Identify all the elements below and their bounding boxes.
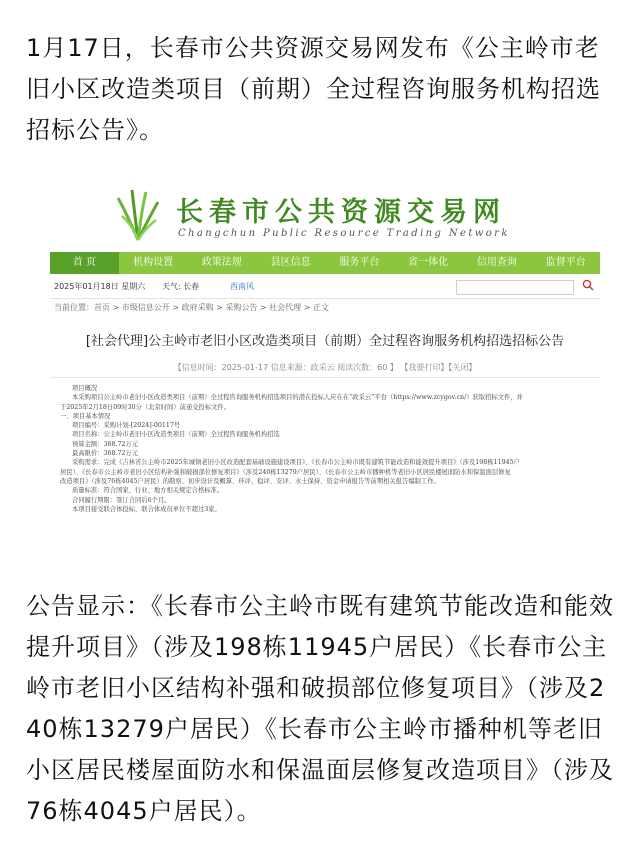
article-notice: 公告显示：《长春市公主岭市既有建筑节能改造和能效提升项目》（涉及198栋11945户居民）《长春市公主岭市老旧小区结构补强和破损部位修复项目》（涉及240栋13279户居民）《长春市公主岭市播种机等老旧小区居民楼屋面防水和保温面层修复改造项目》（涉及76栋4045户居民）。	[26, 592, 614, 825]
breadcrumb: 当前位置：首页 > 市级信息公开 > 政府采购 > 采购公告 > 社会代理 > 正文	[54, 303, 329, 312]
body-line: 本采购项目公主岭市老旧小区改造类项目（前期）全过程咨询服务机构招选项目的潜在投标人应在在“政采云”平台（https://www.zcygov.cn/）获取招标文件，并	[72, 394, 523, 402]
weather-label: 天气: 长春	[162, 282, 200, 291]
site-nav-bar	[50, 252, 600, 274]
body-line: 采购需求：完成《吉林省公主岭市2025年城镇老旧小区改造配套基础设施建设项目》、《长春市公主岭市既有建筑节能改造和能效提升项目》（涉及198栋11945户	[72, 459, 520, 467]
body-line: 改造项目》（涉及76栋4045户居民）的勘察、初步设计及概算、环评、稳评、安评、水土保持、资金申请报告等前期相关报告编制工作。	[60, 477, 440, 485]
site-logo-cn: 长春市公共资源交易网	[176, 197, 506, 228]
nav-item-organization[interactable]: 机构设置	[133, 257, 174, 268]
nav-item-integration[interactable]: 省一体化	[408, 257, 449, 268]
nav-item-policy[interactable]: 政策法规	[201, 257, 242, 268]
site-logo-en: Changchun Public Resource Trading Network	[178, 228, 510, 239]
nav-item-credit[interactable]: 信用查询	[476, 257, 517, 268]
divider	[50, 377, 600, 378]
notice-body	[60, 384, 594, 514]
nav-item-supervision[interactable]: 监督平台	[545, 257, 586, 268]
notice-title: [社会代理]公主岭市老旧小区改造类项目（前期）全过程咨询服务机构招选招标公告	[85, 334, 565, 349]
current-date: 2025年01月18日 星期六	[54, 282, 146, 291]
body-line: 最高限价：368.72万元	[72, 450, 139, 458]
body-line: 质量标准：符合国家、行业、地方相关规定合格标准。	[72, 487, 224, 495]
site-search-input[interactable]	[456, 280, 574, 295]
body-line: 合同履行期限：签订合同后6个月。	[72, 496, 171, 504]
body-line: 项目概况	[72, 385, 98, 392]
nav-item-home[interactable]: 首 页	[50, 252, 119, 274]
nav-item-county[interactable]: 县区信息	[270, 257, 311, 268]
body-line: 于2025年2月18日09时30分（北京时间）前递交投标文件。	[60, 403, 231, 411]
site-info-bar	[50, 276, 600, 299]
site-logo	[26, 172, 618, 250]
search-icon[interactable]	[582, 279, 594, 291]
article-intro: 1月17日，长春市公共资源交易网发布《公主岭市老旧小区改造类项目（前期）全过程咨询服务机构招选招标公告》。	[26, 34, 601, 144]
body-line: 预算金额：368.72万元	[72, 440, 139, 448]
nav-item-service[interactable]: 服务平台	[339, 257, 380, 268]
body-line: 项目名称：公主岭市老旧小区改造类项目（前期）全过程咨询服务机构招选	[72, 431, 280, 439]
body-line: 一、项目基本情况	[60, 412, 111, 420]
notice-meta: 【信息时间：2025-01-17 信息来源：政采云 阅读次数：60 】 【我要打印】【关闭】	[173, 363, 477, 372]
body-line: 项目编号：采购计划-[2024]-00117号	[72, 422, 181, 430]
leaf-logo-icon	[112, 186, 164, 242]
body-line: 本项目接受联合体投标，联合体成员单位不超过3家。	[72, 505, 221, 513]
website-screenshot	[26, 172, 618, 560]
body-line: 居民）、《长春市公主岭市老旧小区结构补强和破损部位修复项目》（涉及240栋13279户居民）、《长春市公主岭市播种机等老旧小区居民楼屋面防水和保温面层修复	[60, 468, 511, 476]
wind-label: 西南风	[230, 282, 254, 291]
